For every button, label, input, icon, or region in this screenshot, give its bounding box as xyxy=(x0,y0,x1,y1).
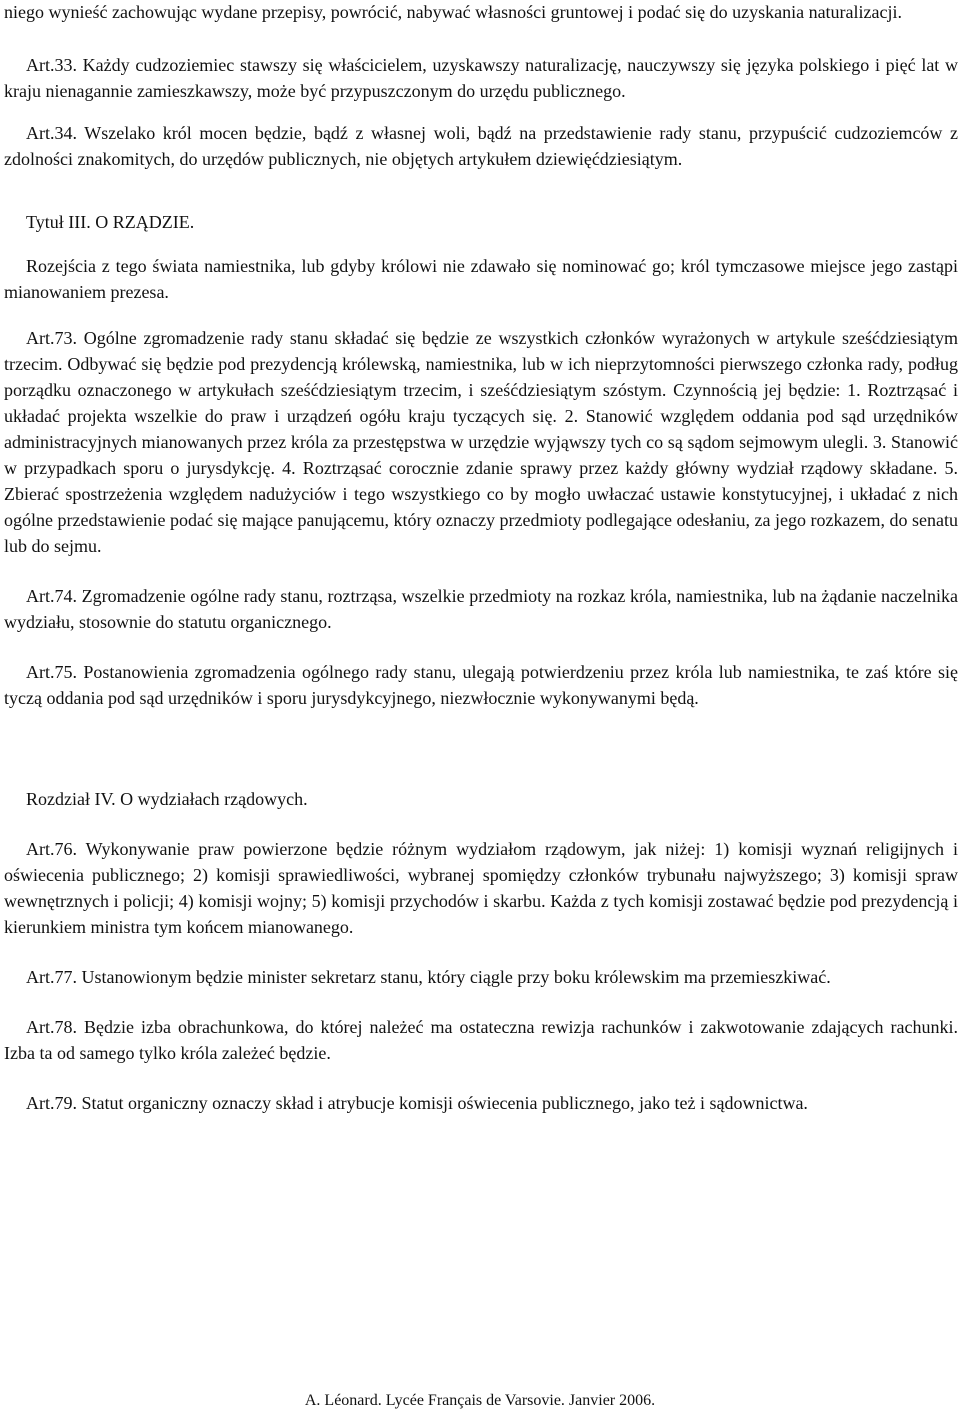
article-74: Art.74. Zgromadzenie ogólne rady stanu, roztrząsa, wszelkie przedmioty na rozkaz króla, namiestnika, lub na żądanie naczelnika wydziału, stosownie do statutu organicznego. xyxy=(4,586,958,632)
article-33: Art.33. Każdy cudzoziemiec stawszy się właścicielem, uzyskawszy naturalizację, nauczywszy się języka polskiego i pięć lat w kraju nienagannie zamieszkawszy, może być przypuszczonym do urzędu publicznego. xyxy=(4,55,958,101)
paragraph-continuation: niego wynieść zachowując wydane przepisy, powrócić, nabywać własności gruntowej i podać się do uzyskania naturalizacji. xyxy=(4,2,903,22)
paragraph-rozejscia: Rozejścia z tego świata namiestnika, lub gdyby królowi nie zdawało się nominować go; król tymczasowe miejsce jego zastąpi mianowaniem prezesa. xyxy=(4,256,958,302)
article-79: Art.79. Statut organiczny oznaczy skład i atrybucje komisji oświecenia publicznego, jako też i sądownictwa. xyxy=(26,1093,808,1113)
page-footer: A. Léonard. Lycée Français de Varsovie. Janvier 2006. xyxy=(304,1392,656,1409)
chapter-iv-heading: Rozdział IV. O wydziałach rządowych. xyxy=(26,789,308,809)
article-73: Art.73. Ogólne zgromadzenie rady stanu składać się będzie ze wszystkich członków wyrażonych w artykule sześćdziesiątym trzecim. Odbywać się będzie pod prezydencją królewską, namiestnika, lub w ich nieprzytomności pierwszego członka rady, podług porządku oznaczonego w artykułach sześćdziesiątym trzecim, i sześćdziesiątym szóstym. Czynnością jej będzie: 1. Roztrząsać i układać projekta wszelkie do praw i urządzeń ogółu kraju tyczących się. 2. Stanowić względem oddania pod sąd urzędników administracyjnych mianowanych przez króla za przestępstwa w urzędzie wyjąwszy tych co są sądom sejmowym ulegli. 3. Stanowić w przypadkach sporu o jurysdykcję. 4. Roztrząsać corocznie zdanie sprawy przez każdy główny wydział rządowy składane. 5. Zbierać spostrzeżenia względem nadużyciów i tego wszystkiego co by mogło uwłaczać ustawie konstytucyjnej, i układać z nich ogólne przedstawienie podać się mające panującemu, który oznaczy przedmioty podlegające odesłaniu, za jego rozkazem, do senatu lub do sejmu. xyxy=(4,328,958,556)
article-77: Art.77. Ustanowionym będzie minister sekretarz stanu, który ciągle przy boku królewskim ma przemieszkiwać. xyxy=(26,967,831,987)
article-34: Art.34. Wszelako król mocen będzie, bądź z własnej woli, bądź na przedstawienie rady stanu, przypuścić cudzoziemców z zdolności znakomitych, do urzędów publicznych, nie objętych artykułem dziewięćdziesiątym. xyxy=(4,123,958,169)
document-page xyxy=(4,0,958,1116)
article-78: Art.78. Będzie izba obrachunkowa, do której należeć ma ostateczna rewizja rachunków i zakwotowanie zdających rachunki. Izba ta od samego tylko króla zależeć będzie. xyxy=(4,1017,958,1063)
article-75: Art.75. Postanowienia zgromadzenia ogólnego rady stanu, ulegają potwierdzeniu przez króla lub namiestnika, te zaś które się tyczą oddania pod sąd urzędników i sporu jurysdykcyjnego, niezwłocznie wykonywanymi będą. xyxy=(4,662,958,708)
article-76: Art.76. Wykonywanie praw powierzone będzie różnym wydziałom rządowym, jak niżej: 1) komisji wyznań religijnych i oświecenia publicznego; 2) komisji sprawiedliwości, wybranej spomiędzy członków trybunału najwyższego; 3) komisji spraw wewnętrznych i policji; 4) komisji wojny; 5) komisji przychodów i skarbu. Każda z tych komisji zostawać będzie pod prezydencją i kierunkiem ministra tym końcem mianowanego. xyxy=(4,839,958,937)
title-iii-heading: Tytuł III. O RZĄDZIE. xyxy=(26,212,195,232)
